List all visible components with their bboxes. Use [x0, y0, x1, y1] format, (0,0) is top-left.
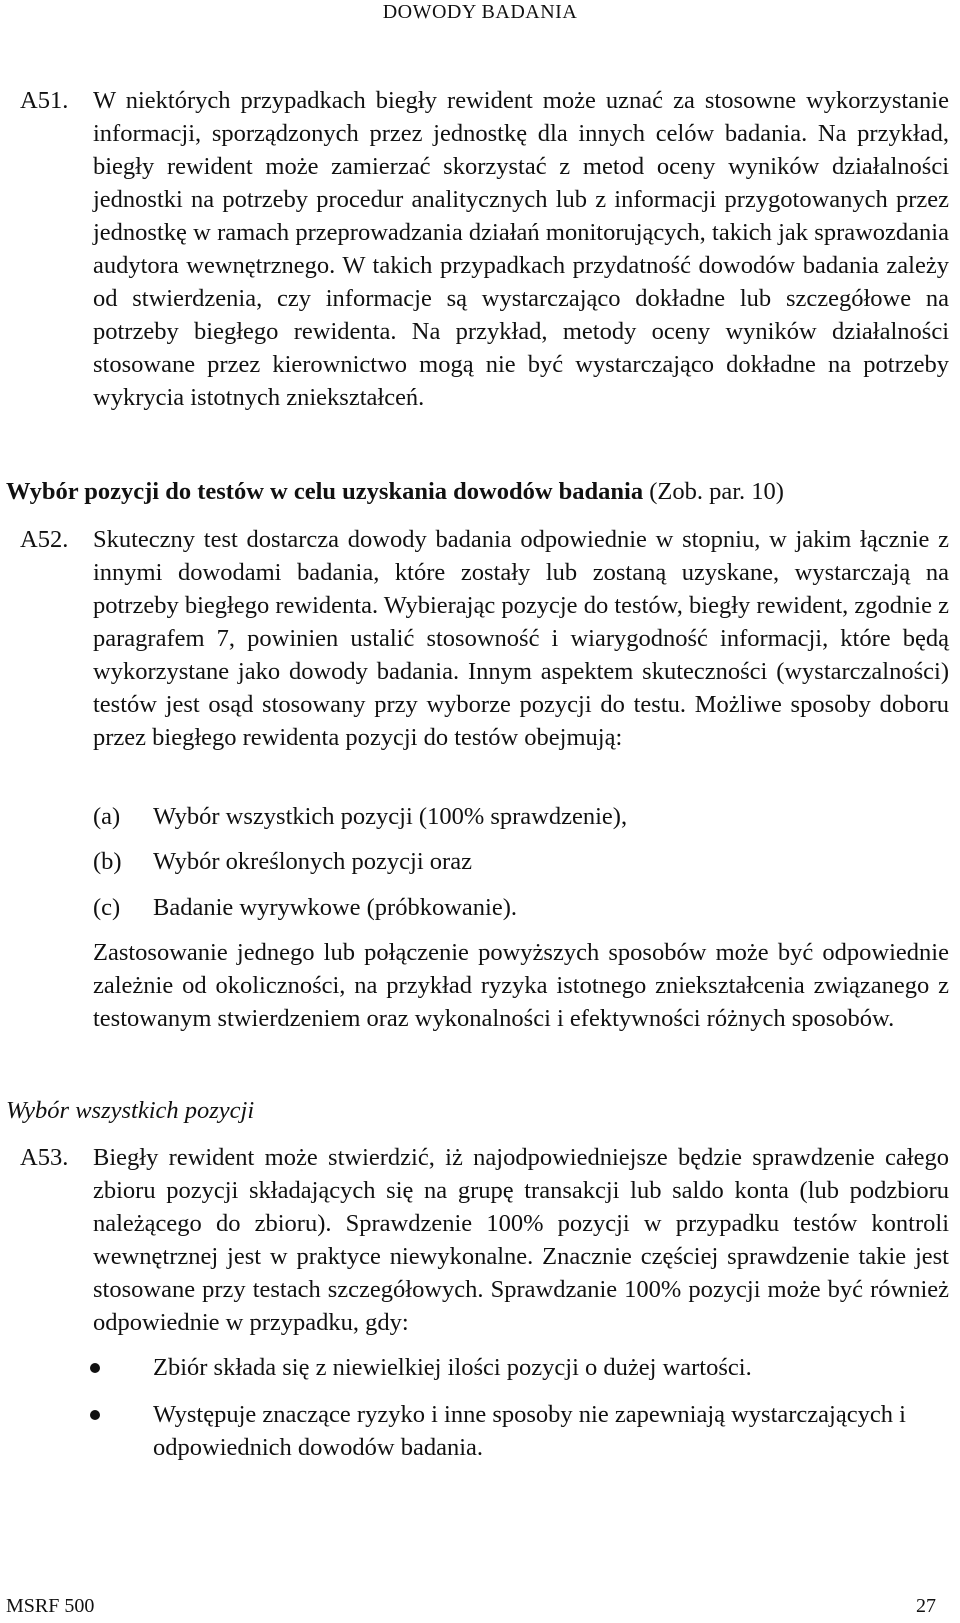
paragraph-a53: [0, 1141, 960, 1339]
running-header: DOWODY BADANIA: [382, 1, 578, 23]
list-item: [0, 800, 960, 833]
paragraph-a52: [0, 523, 960, 754]
bullet-icon: [90, 1363, 100, 1373]
page-number: 27: [916, 1595, 936, 1617]
bullet-item: [0, 1398, 960, 1464]
paragraph-text: Zastosowanie jednego lub połączenie powyższych sposobów może być odpowiednie zależnie od okoliczności, na przykład ryzyka istotnego zniekształcenia związanego z testowanym stwierdzeniem oraz wykonalności i efektywności różnych sposobów.: [93, 939, 949, 1032]
list-item: [0, 845, 960, 878]
list-item-text: Wybór określonych pozycji oraz: [153, 848, 472, 875]
paragraph-number: A52.: [20, 526, 69, 553]
bullet-item: [0, 1351, 960, 1384]
paragraph-number: A53.: [20, 1144, 69, 1171]
list-item: [0, 891, 960, 924]
paragraph-text: W niektórych przypadkach biegły rewident może uznać za stosowne wykorzystanie informacji, sporządzonych przez jednostkę dla innych celów badania. Na przykład, biegły rewident może zamierzać skorzystać z metod oceny wyników działalności jednostki na potrzeby procedur analitycznych lub z informacji przygotowanych przez jednostkę w ramach przeprowadzania działań monitorujących, takich jak sprawozdania audytora wewnętrznego. W takich przypadkach przydatność dowodów badania zależy od stwierdzenia, czy informacje są wystarczająco dokładne lub szczegółowe na potrzeby biegłego rewidenta. Na przykład, metody oceny wyników działalności stosowane przez kierownictwo mogą nie być wystarczająco dokładne na potrzeby wykrycia istotnych zniekształceń.: [93, 87, 949, 411]
section-heading-title: Wybór pozycji do testów w celu uzyskania dowodów badania: [6, 478, 644, 505]
section-heading-reference: (Zob. par. 10): [649, 478, 784, 505]
bullet-item-text: Zbiór składa się z niewielkiej ilości pozycji o dużej wartości.: [153, 1354, 752, 1381]
section-heading: [6, 475, 784, 508]
list-item-marker: (a): [93, 803, 121, 830]
list-item-text: Wybór wszystkich pozycji (100% sprawdzenie),: [153, 803, 628, 830]
list-item-marker: (c): [93, 894, 121, 921]
bullet-item-text: Występuje znaczące ryzyko i inne sposoby nie zapewniają wystarczających i odpowiednich dowodów badania.: [153, 1401, 906, 1461]
paragraph-a51: [0, 84, 960, 414]
paragraph-text: Skuteczny test dostarcza dowody badania odpowiednie w stopniu, w jakim łącznie z innymi dowodami badania, które zostały lub zostaną uzyskane, wystarczają na potrzeby biegłego rewidenta. Wybierając pozycje do testów, biegły rewident, zgodnie z paragrafem 7, powinien ustalić stosowność i wiarygodność informacji, które będą wykorzystane jako dowody badania. Innym aspektem skuteczności (wystarczalności) testów jest osąd stosowany przy wyborze pozycji do testu. Możliwe sposoby doboru przez biegłego rewidenta pozycji do testów obejmują:: [93, 526, 949, 751]
paragraph-number: A51.: [20, 87, 69, 114]
paragraph-a52-closing: [0, 936, 960, 1035]
paragraph-text: Biegły rewident może stwierdzić, iż najodpowiedniejsze będzie sprawdzenie całego zbioru pozycji składających się na grupę transakcji lub saldo konta (lub podzbioru należącego do zbioru). Sprawdzenie 100% pozycji w przypadku testów kontroli wewnętrznej jest w praktyce niewykonalne. Znacznie częściej sprawdzenie takie jest stosowane przy testach szczegółowych. Sprawdzanie 100% pozycji może być również odpowiednie w przypadku, gdy:: [93, 1144, 949, 1336]
list-item-marker: (b): [93, 848, 122, 875]
subheading: Wybór wszystkich pozycji: [6, 1097, 255, 1124]
bullet-icon: [90, 1410, 100, 1420]
list-item-text: Badanie wyrywkowe (próbkowanie).: [153, 894, 517, 921]
footer-standard-name: MSRF 500: [6, 1595, 95, 1617]
